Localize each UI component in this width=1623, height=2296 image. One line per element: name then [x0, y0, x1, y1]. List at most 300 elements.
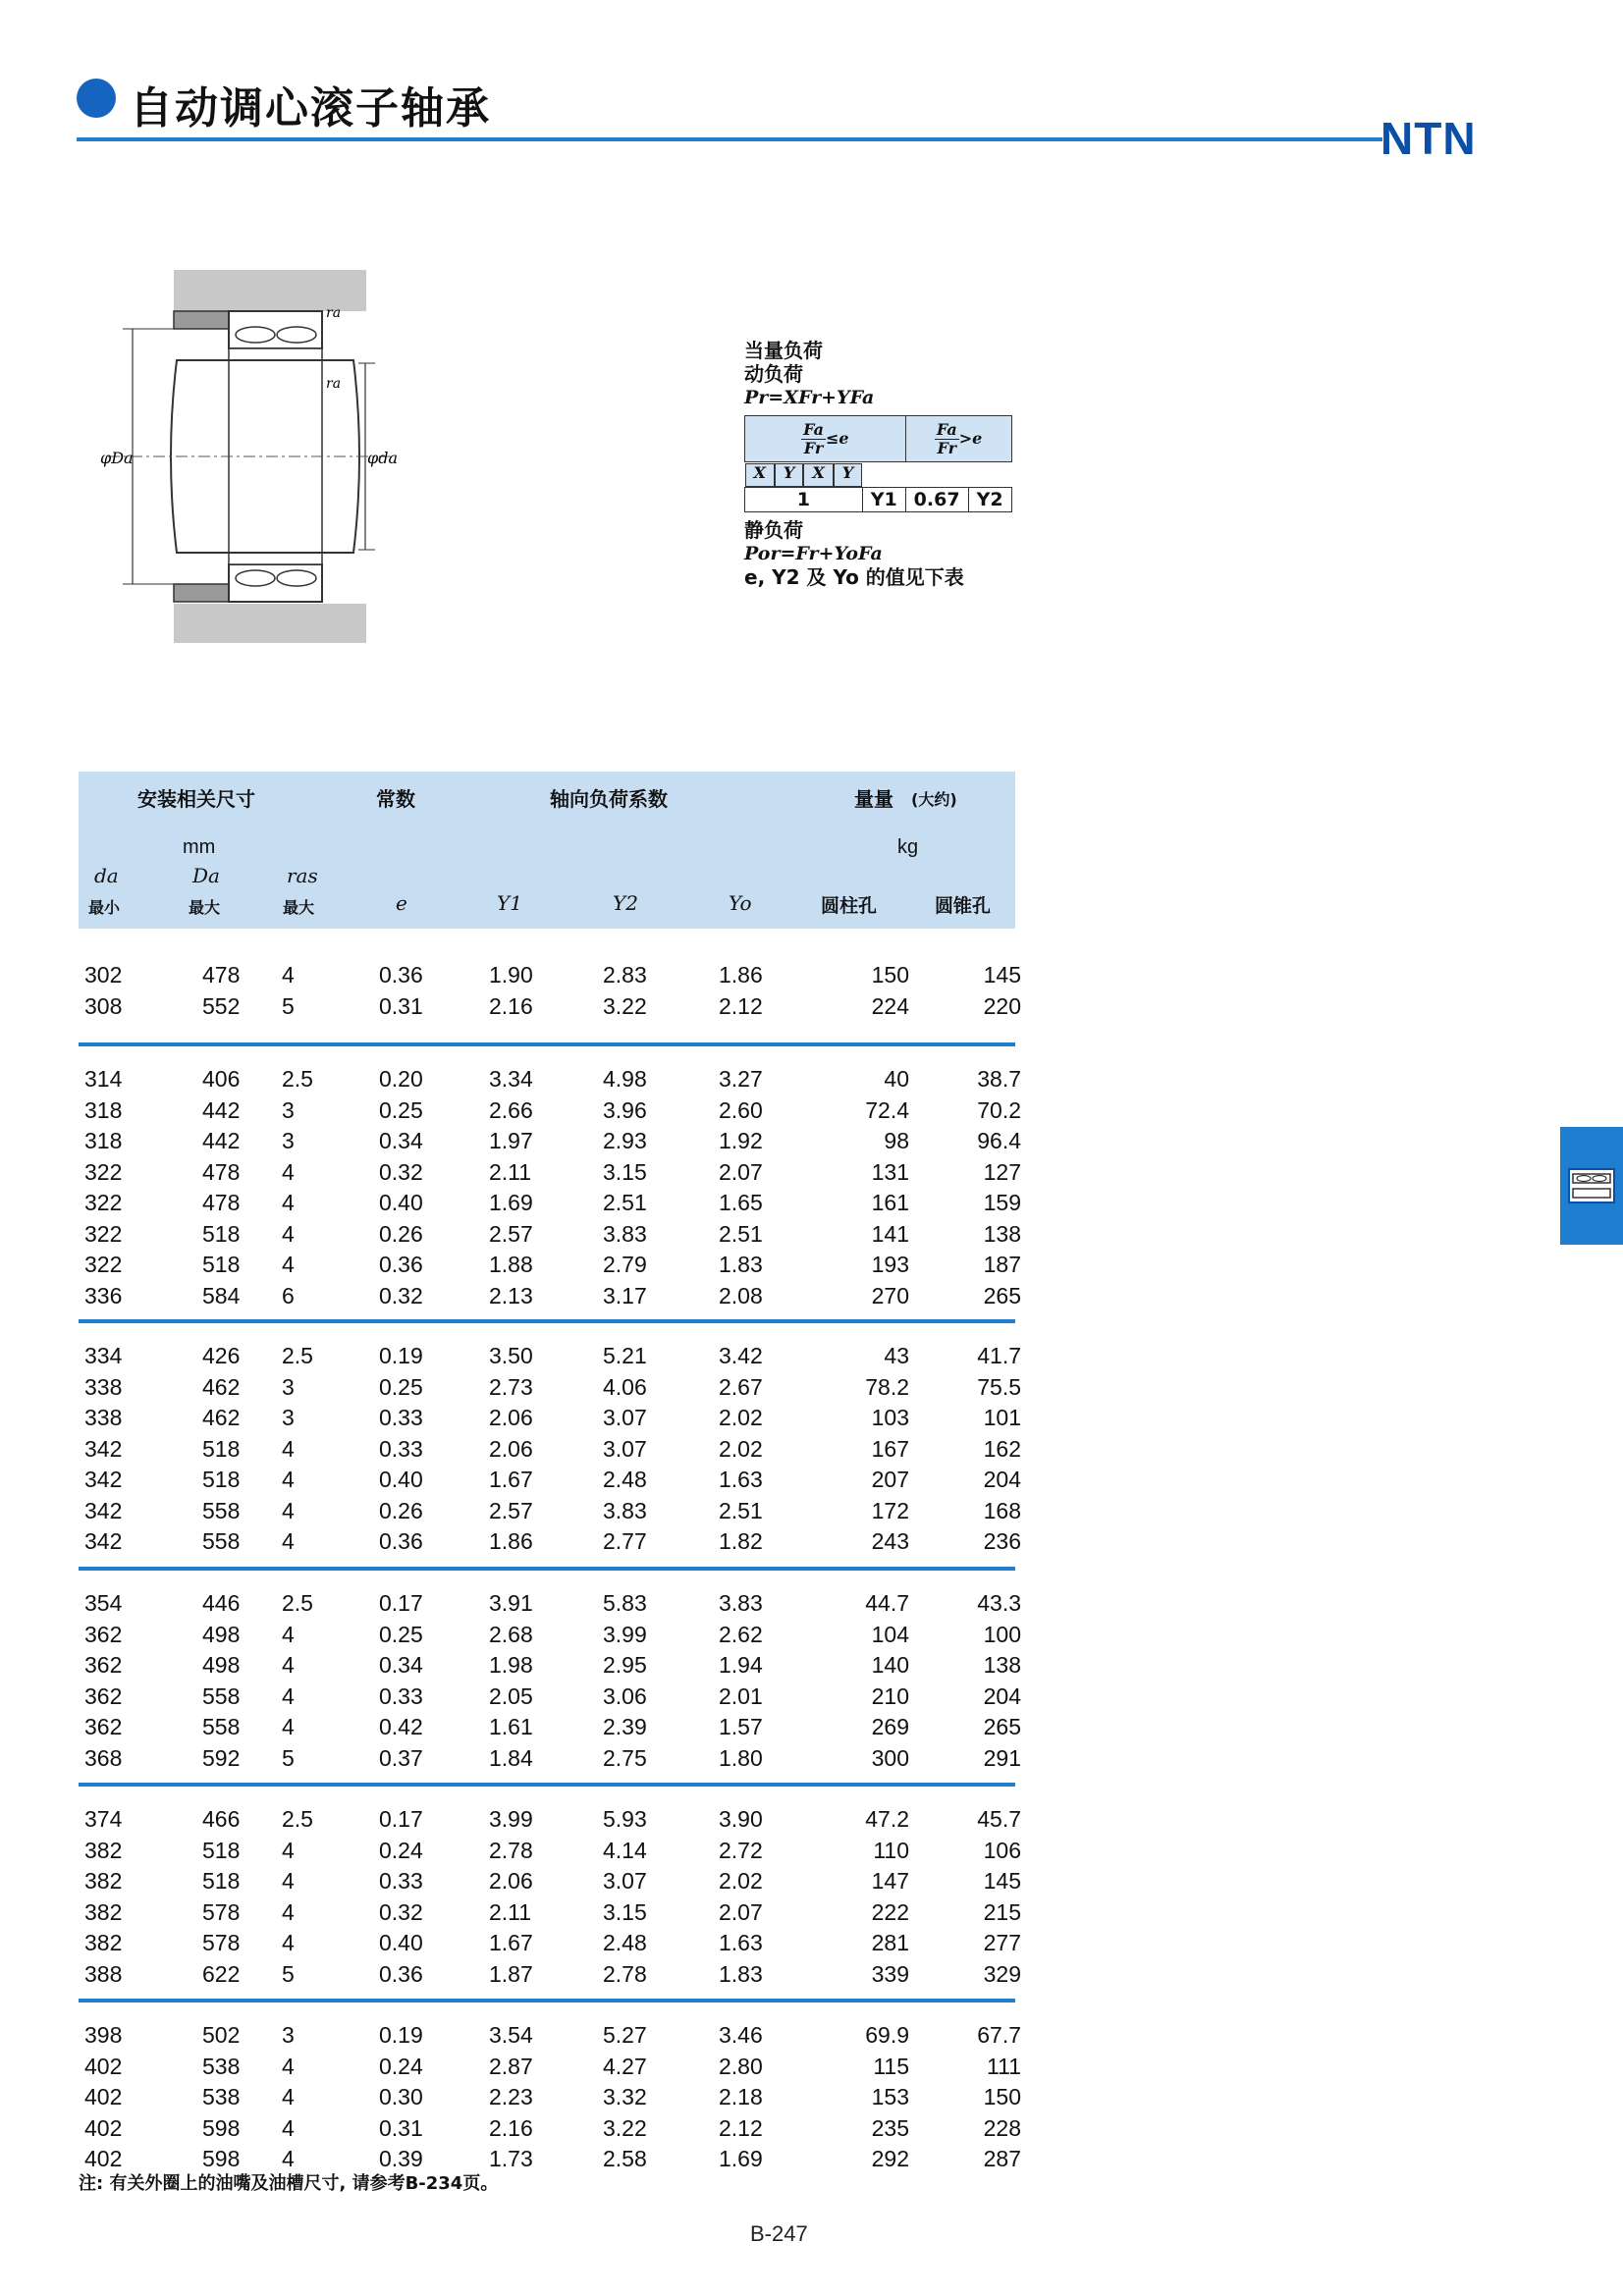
- table-cell: 558: [202, 1497, 241, 1523]
- table-cell: 446: [202, 1590, 241, 1616]
- table-cell: 4: [282, 2146, 295, 2171]
- table-row: [79, 1744, 1021, 1776]
- table-cell: 354: [84, 1590, 123, 1616]
- table-cell: 207: [871, 1467, 909, 1492]
- table-cell: 336: [84, 1282, 123, 1308]
- table-cell: 0.39: [379, 2146, 423, 2171]
- table-cell: 2.01: [719, 1682, 763, 1709]
- group-divider: [79, 1567, 1015, 1571]
- table-cell: 0.40: [379, 1467, 423, 1492]
- table-cell: 4: [282, 1868, 295, 1894]
- table-cell: 159: [983, 1190, 1021, 1215]
- table-cell: 67.7: [977, 2022, 1021, 2048]
- table-row: [79, 1373, 1021, 1405]
- table-cell: 0.26: [379, 1497, 423, 1523]
- table-cell: 2.18: [719, 2084, 763, 2109]
- table-cell: 406: [202, 1066, 241, 1092]
- col-x: X: [745, 463, 775, 487]
- unit-mm: mm: [183, 836, 216, 858]
- table-cell: 2.75: [603, 1744, 647, 1771]
- table-cell: 3.96: [603, 1096, 647, 1123]
- table-cell: 2.12: [719, 2114, 763, 2141]
- table-row: [79, 1714, 1021, 1744]
- table-cell: 329: [983, 1960, 1021, 1987]
- val-y2: Y2: [968, 487, 1011, 511]
- table-cell: 2.11: [489, 1898, 532, 1925]
- table-cell: 2.83: [603, 962, 647, 988]
- header-tapered-bore: 圆锥孔: [935, 895, 992, 917]
- table-cell: 4: [282, 1652, 295, 1678]
- table-cell: 4.14: [603, 1837, 647, 1863]
- table-cell: 236: [983, 1528, 1021, 1554]
- header-min: 最小: [88, 898, 121, 917]
- table-cell: 2.12: [719, 992, 763, 1019]
- table-cell: 478: [202, 1190, 241, 1215]
- table-cell: 138: [983, 1652, 1021, 1678]
- table-cell: 2.02: [719, 1868, 763, 1894]
- table-cell: 552: [202, 992, 241, 1019]
- table-cell: 0.30: [379, 2084, 423, 2109]
- table-row: [79, 1930, 1021, 1960]
- table-cell: 388: [84, 1960, 123, 1987]
- table-cell: 322: [84, 1220, 123, 1247]
- table-cell: 382: [84, 1868, 123, 1894]
- table-cell: 3.42: [719, 1343, 763, 1368]
- val-x1: 1: [745, 487, 863, 511]
- header-da: da: [94, 864, 119, 887]
- table-cell: 168: [983, 1497, 1021, 1523]
- table-cell: 584: [202, 1282, 241, 1308]
- group-divider: [79, 1783, 1015, 1787]
- table-cell: 1.69: [719, 2146, 763, 2171]
- table-cell: 0.25: [379, 1373, 423, 1400]
- table-cell: 4: [282, 2084, 295, 2109]
- table-cell: 127: [983, 1158, 1021, 1185]
- table-cell: 4: [282, 1252, 295, 1277]
- table-cell: 235: [871, 2114, 909, 2141]
- table-cell: 1.57: [719, 1714, 763, 1739]
- table-cell: 277: [983, 1930, 1021, 1955]
- table-cell: 1.86: [489, 1528, 533, 1554]
- header-Da: Da: [192, 864, 220, 887]
- table-cell: 518: [202, 1435, 241, 1462]
- col-y: Y: [775, 463, 803, 487]
- table-cell: 382: [84, 1837, 123, 1863]
- table-header: [79, 772, 1015, 929]
- table-cell: 2.08: [719, 1282, 763, 1308]
- table-cell: 138: [983, 1220, 1021, 1247]
- table-row: [79, 1806, 1021, 1837]
- table-cell: 0.26: [379, 1220, 423, 1247]
- table-cell: 287: [983, 2146, 1021, 2171]
- table-cell: 3: [282, 1096, 295, 1123]
- section-tab[interactable]: [1560, 1127, 1623, 1245]
- table-cell: 2.48: [603, 1467, 647, 1492]
- table-cell: 111: [987, 2053, 1021, 2079]
- table-cell: 362: [84, 1682, 123, 1709]
- table-cell: 150: [983, 2084, 1021, 2109]
- header-axial-factors: 轴向负荷系数: [550, 787, 668, 811]
- table-row: [79, 1467, 1021, 1497]
- header-Y2: Y2: [613, 891, 638, 915]
- table-cell: 4: [282, 1714, 295, 1739]
- table-cell: 43: [884, 1343, 909, 1368]
- table-cell: 498: [202, 1621, 241, 1647]
- table-cell: 0.33: [379, 1405, 423, 1430]
- table-cell: 0.17: [379, 1590, 423, 1616]
- table-row: [79, 1343, 1021, 1373]
- table-cell: 0.32: [379, 1282, 423, 1308]
- table-cell: 362: [84, 1652, 123, 1678]
- table-cell: 0.24: [379, 2053, 423, 2079]
- table-cell: 398: [84, 2022, 123, 2048]
- table-cell: 3.99: [603, 1621, 647, 1647]
- table-cell: 5.21: [603, 1343, 647, 1368]
- table-cell: 3.22: [603, 992, 647, 1019]
- table-cell: 538: [202, 2053, 241, 2079]
- table-cell: 0.40: [379, 1930, 423, 1955]
- table-cell: 402: [84, 2053, 123, 2079]
- table-cell: 1.98: [489, 1652, 533, 1678]
- table-cell: 38.7: [977, 1066, 1021, 1092]
- table-cell: 442: [202, 1128, 241, 1153]
- unit-kg: kg: [897, 836, 919, 858]
- table-cell: 0.36: [379, 1960, 423, 1987]
- header-mass: 量量: [854, 787, 893, 811]
- table-cell: 1.63: [719, 1467, 763, 1492]
- table-cell: 131: [871, 1158, 909, 1185]
- table-cell: 215: [983, 1898, 1021, 1925]
- table-cell: 0.20: [379, 1066, 423, 1092]
- table-cell: 2.87: [489, 2053, 533, 2079]
- table-cell: 462: [202, 1373, 241, 1400]
- table-row: [79, 1158, 1021, 1190]
- table-cell: 145: [983, 1868, 1021, 1894]
- table-cell: 4: [282, 1528, 295, 1554]
- table-cell: 104: [871, 1621, 909, 1647]
- dynamic-formula: Pr=XFr+YFa: [744, 387, 875, 408]
- table-cell: 478: [202, 1158, 241, 1185]
- table-cell: 5.93: [603, 1806, 647, 1832]
- table-cell: 2.51: [719, 1220, 763, 1247]
- table-cell: 518: [202, 1868, 241, 1894]
- table-cell: 2.07: [719, 1158, 763, 1185]
- table-cell: 1.92: [719, 1128, 763, 1153]
- table-row: [79, 1128, 1021, 1158]
- table-cell: 2.16: [489, 992, 533, 1019]
- table-cell: 69.9: [865, 2022, 909, 2048]
- table-cell: 106: [983, 1837, 1021, 1863]
- table-cell: 243: [871, 1528, 909, 1554]
- table-row: [79, 1682, 1021, 1714]
- table-cell: 382: [84, 1898, 123, 1925]
- table-cell: 300: [871, 1744, 909, 1771]
- table-cell: 578: [202, 1930, 241, 1955]
- table-cell: 2.57: [489, 1497, 533, 1523]
- table-cell: 0.25: [379, 1621, 423, 1647]
- table-cell: 2.5: [282, 1590, 313, 1616]
- table-cell: 4.27: [603, 2053, 647, 2079]
- table-cell: 322: [84, 1190, 123, 1215]
- table-cell: 2.68: [489, 1621, 533, 1647]
- header-e: e: [396, 891, 407, 915]
- table-cell: 2.66: [489, 1096, 533, 1123]
- table-cell: 2.79: [603, 1252, 647, 1277]
- table-cell: 45.7: [977, 1806, 1021, 1832]
- table-cell: 2.5: [282, 1343, 313, 1368]
- table-row: [79, 2053, 1021, 2084]
- title-divider: [77, 137, 1382, 141]
- table-cell: 0.34: [379, 1128, 423, 1153]
- table-cell: 43.3: [977, 1590, 1021, 1616]
- footnote: 注: 有关外圈上的油嘴及油槽尺寸, 请参考B-234页。: [79, 2173, 499, 2194]
- group-divider: [79, 1319, 1015, 1323]
- table-cell: 6: [282, 1282, 295, 1308]
- table-row: [79, 1528, 1021, 1559]
- table-cell: 1.63: [719, 1930, 763, 1955]
- table-cell: 2.80: [719, 2053, 763, 2079]
- table-cell: 334: [84, 1343, 123, 1368]
- table-row: [79, 2022, 1021, 2053]
- table-cell: 4: [282, 1158, 295, 1185]
- table-cell: 478: [202, 962, 241, 988]
- table-cell: 292: [871, 2146, 909, 2171]
- table-row: [79, 1652, 1021, 1682]
- table-cell: 598: [202, 2114, 241, 2141]
- table-cell: 2.72: [719, 1837, 763, 1863]
- table-cell: 322: [84, 1252, 123, 1277]
- table-row: [79, 1837, 1021, 1868]
- col-x-2: X: [803, 463, 833, 487]
- table-cell: 518: [202, 1467, 241, 1492]
- table-row: [79, 2084, 1021, 2114]
- table-cell: 5.27: [603, 2022, 647, 2048]
- table-cell: 103: [871, 1405, 909, 1430]
- table-cell: 2.48: [603, 1930, 647, 1955]
- table-cell: 4: [282, 1190, 295, 1215]
- table-cell: 382: [84, 1930, 123, 1955]
- bearing-icon: [1568, 1168, 1615, 1203]
- table-cell: 96.4: [977, 1128, 1021, 1153]
- table-cell: 592: [202, 1744, 241, 1771]
- table-cell: 2.5: [282, 1066, 313, 1092]
- group-divider: [79, 1999, 1015, 2002]
- table-cell: 4: [282, 1467, 295, 1492]
- bearing-mounting-drawing: [100, 270, 398, 643]
- table-cell: 4: [282, 962, 295, 988]
- table-cell: 193: [871, 1252, 909, 1277]
- table-cell: 426: [202, 1343, 241, 1368]
- table-cell: 172: [871, 1497, 909, 1523]
- table-cell: 342: [84, 1435, 123, 1462]
- table-cell: 204: [983, 1467, 1021, 1492]
- group-divider: [79, 1042, 1015, 1046]
- table-cell: 0.32: [379, 1898, 423, 1925]
- table-cell: 0.40: [379, 1190, 423, 1215]
- table-cell: 4: [282, 2053, 295, 2079]
- table-row: [79, 1066, 1021, 1096]
- table-row: [79, 1898, 1021, 1930]
- table-cell: 2.06: [489, 1405, 533, 1430]
- ra-label-top: ra: [326, 305, 342, 321]
- table-cell: 2.39: [603, 1714, 647, 1739]
- table-cell: 0.31: [379, 992, 423, 1019]
- table-cell: 3.17: [603, 1282, 647, 1308]
- table-cell: 0.33: [379, 1682, 423, 1709]
- table-cell: 3.50: [489, 1343, 533, 1368]
- table-cell: 141: [871, 1220, 909, 1247]
- table-cell: 44.7: [865, 1590, 909, 1616]
- table-cell: 558: [202, 1528, 241, 1554]
- xy-factor-table: [744, 415, 1012, 512]
- table-cell: 502: [202, 2022, 241, 2048]
- table-cell: 115: [873, 2053, 909, 2079]
- table-cell: 0.42: [379, 1714, 423, 1739]
- table-cell: 147: [871, 1868, 909, 1894]
- table-cell: 2.06: [489, 1435, 533, 1462]
- table-cell: 3.07: [603, 1435, 647, 1462]
- table-cell: 291: [983, 1744, 1021, 1771]
- table-cell: 5: [282, 1744, 295, 1771]
- table-cell: 145: [983, 962, 1021, 988]
- table-cell: 466: [202, 1806, 241, 1832]
- table-cell: 265: [983, 1714, 1021, 1739]
- table-cell: 72.4: [865, 1096, 909, 1123]
- table-cell: 3.15: [603, 1158, 647, 1185]
- table-cell: 2.78: [603, 1960, 647, 1987]
- table-cell: 362: [84, 1621, 123, 1647]
- table-cell: 2.95: [603, 1652, 647, 1678]
- table-cell: 598: [202, 2146, 241, 2171]
- header-cylindrical-bore: 圆柱孔: [821, 895, 878, 917]
- table-cell: 0.19: [379, 2022, 423, 2048]
- table-cell: 0.37: [379, 1744, 423, 1771]
- table-cell: 1.90: [489, 962, 533, 988]
- table-cell: 402: [84, 2084, 123, 2109]
- table-row: [79, 1190, 1021, 1220]
- table-cell: 0.32: [379, 1158, 423, 1185]
- table-cell: 2.06: [489, 1868, 533, 1894]
- static-load-label: 静负荷: [744, 517, 803, 542]
- table-cell: 0.19: [379, 1343, 423, 1368]
- table-cell: 0.17: [379, 1806, 423, 1832]
- table-cell: 2.77: [603, 1528, 647, 1554]
- table-cell: 161: [871, 1190, 909, 1215]
- table-cell: 2.57: [489, 1220, 533, 1247]
- table-cell: 3.27: [719, 1066, 763, 1092]
- table-cell: 4: [282, 1435, 295, 1462]
- table-cell: 3.07: [603, 1405, 647, 1430]
- table-cell: 1.97: [489, 1128, 533, 1153]
- table-cell: 4: [282, 2114, 295, 2141]
- header-ras: ras: [287, 864, 318, 887]
- condition-le: $\frac{Fa}{Fr}\le e$: [745, 416, 906, 462]
- table-cell: 0.36: [379, 1252, 423, 1277]
- table-cell: 402: [84, 2146, 123, 2171]
- table-cell: 302: [84, 962, 123, 988]
- table-cell: 3: [282, 1405, 295, 1430]
- page-number: B-247: [750, 2221, 808, 2246]
- table-cell: 140: [871, 1652, 909, 1678]
- static-formula: Por=Fr+YoFa: [744, 542, 883, 564]
- table-cell: 3.34: [489, 1066, 533, 1092]
- ra-label-mid: ra: [326, 376, 342, 392]
- table-cell: 3.99: [489, 1806, 533, 1832]
- table-row: [79, 992, 1021, 1024]
- table-cell: 3.22: [603, 2114, 647, 2141]
- table-cell: 442: [202, 1096, 241, 1123]
- table-cell: 342: [84, 1528, 123, 1554]
- table-cell: 2.23: [489, 2084, 533, 2109]
- table-cell: 622: [202, 1960, 241, 1987]
- table-cell: 41.7: [977, 1343, 1021, 1368]
- table-cell: 4: [282, 1682, 295, 1709]
- table-row: [79, 1590, 1021, 1621]
- table-cell: 110: [873, 1837, 909, 1863]
- Da-label: φDa: [100, 449, 134, 467]
- table-cell: 2.73: [489, 1373, 533, 1400]
- table-row: [79, 1405, 1021, 1435]
- table-cell: 3.46: [719, 2022, 763, 2048]
- table-cell: 4: [282, 1898, 295, 1925]
- table-cell: 1.69: [489, 1190, 533, 1215]
- table-row: [79, 1252, 1021, 1282]
- table-cell: 2.58: [603, 2146, 647, 2171]
- table-cell: 210: [871, 1682, 909, 1709]
- table-cell: 3: [282, 1128, 295, 1153]
- table-cell: 314: [84, 1066, 123, 1092]
- table-cell: 150: [871, 962, 909, 988]
- table-row: [79, 1621, 1021, 1652]
- table-cell: 265: [983, 1282, 1021, 1308]
- table-cell: 322: [84, 1158, 123, 1185]
- equivalent-load-label: 当量负荷: [744, 339, 823, 362]
- table-cell: 1.87: [489, 1960, 533, 1987]
- table-cell: 40: [884, 1066, 909, 1092]
- table-cell: 1.67: [489, 1930, 533, 1955]
- table-cell: 368: [84, 1744, 123, 1771]
- table-cell: 3.83: [719, 1590, 763, 1616]
- table-cell: 518: [202, 1837, 241, 1863]
- table-cell: 1.65: [719, 1190, 763, 1215]
- table-cell: 3.91: [489, 1590, 533, 1616]
- table-cell: 3.54: [489, 2022, 533, 2048]
- table-cell: 1.82: [719, 1528, 763, 1554]
- table-cell: 402: [84, 2114, 123, 2141]
- table-cell: 0.36: [379, 962, 423, 988]
- table-cell: 3: [282, 2022, 295, 2048]
- table-cell: 2.62: [719, 1621, 763, 1647]
- table-cell: 187: [983, 1252, 1021, 1277]
- table-cell: 2.02: [719, 1405, 763, 1430]
- table-cell: 269: [871, 1714, 909, 1739]
- condition-gt: $\frac{Fa}{Fr}>e$: [905, 416, 1011, 462]
- table-cell: 0.25: [379, 1096, 423, 1123]
- table-cell: 1.80: [719, 1744, 763, 1771]
- table-cell: 162: [983, 1435, 1021, 1462]
- table-cell: 2.67: [719, 1373, 763, 1400]
- table-cell: 4: [282, 1621, 295, 1647]
- table-cell: 3.83: [603, 1220, 647, 1247]
- table-cell: 0.33: [379, 1435, 423, 1462]
- table-row: [79, 1497, 1021, 1528]
- table-cell: 47.2: [865, 1806, 909, 1832]
- table-cell: 4: [282, 1220, 295, 1247]
- header-mass-note: (大约): [911, 790, 957, 809]
- table-row: [79, 1960, 1021, 1992]
- header-max-ras: 最大: [283, 898, 315, 917]
- header-constant: 常数: [376, 787, 415, 811]
